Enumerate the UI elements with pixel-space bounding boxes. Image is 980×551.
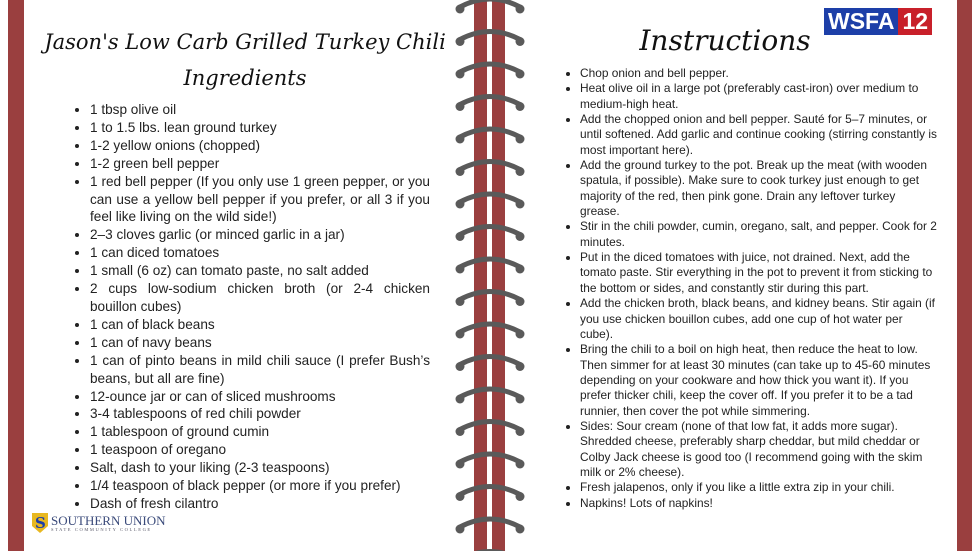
binding-ring	[460, 259, 520, 267]
wsfa-logo-number: 12	[898, 8, 932, 35]
ring-hole	[456, 492, 465, 501]
list-item: • 1 tbsp olive oil	[90, 101, 430, 119]
binding-ring	[460, 389, 520, 397]
binding-ring	[460, 454, 520, 462]
list-item: • Sides: Sour cream (none of that low fat, it adds more sugar). Shredded cheese, preferably sharp cheddar, but mild cheddar or Colby Jack cheese is good too (I recommend going with the skim milk or 2% cheese).	[580, 419, 938, 480]
wsfa-logo-text: WSFA	[824, 8, 898, 35]
list-item: • 12-ounce jar or can of sliced mushrooms	[90, 388, 430, 406]
list-item: • Heat olive oil in a large pot (preferably cast-iron) over medium to medium-high heat.	[580, 81, 938, 112]
ring-hole	[456, 70, 465, 79]
ring-hole	[456, 395, 465, 404]
ring-hole	[516, 395, 525, 404]
southern-union-shield-icon	[32, 513, 48, 533]
list-item: • Put in the diced tomatoes with juice, not drained. Next, add the tomato paste. Stir everything in the pot to prevent it from sticking to the bottom or sides, and constantly stir during this part.	[580, 250, 938, 296]
list-item: • Add the chopped onion and bell pepper. Sauté for 5–7 minutes, or until softened. Add garlic and continue cooking (stirring constantly is most important here).	[580, 112, 938, 158]
list-item: • Fresh jalapenos, only if you like a little extra zip in your chili.	[580, 480, 938, 495]
southern-union-subtitle: STATE COMMUNITY COLLEGE	[51, 527, 152, 532]
list-item: • 1 red bell pepper (If you only use 1 green pepper, or you can use a yellow bell pepper if you prefer, or all 3 if you feel like living on the wild side!)	[90, 173, 430, 227]
list-item: • 1 can of pinto beans in mild chili sauce (I prefer Bush’s beans, but all are fine)	[90, 352, 430, 388]
ring-hole	[516, 362, 525, 371]
binding-ring	[460, 194, 520, 202]
svg-text:S: S	[35, 514, 46, 532]
list-item: • 1 tablespoon of ground cumin	[90, 423, 430, 441]
list-item: • 1-2 yellow onions (chopped)	[90, 137, 430, 155]
ingredients-heading: Ingredients	[183, 66, 307, 90]
ring-hole	[516, 135, 525, 144]
ring-hole	[456, 232, 465, 241]
ring-hole	[456, 167, 465, 176]
binding-ring	[460, 64, 520, 72]
list-item: • Napkins! Lots of napkins!	[580, 496, 938, 511]
left-border	[8, 0, 24, 551]
binding-ring	[460, 324, 520, 332]
binding-ring	[460, 162, 520, 170]
list-item: • Chop onion and bell pepper.	[580, 66, 938, 81]
ring-hole	[516, 232, 525, 241]
list-item: • Bring the chili to a boil on high heat, then reduce the heat to low. Then simmer for at least 30 minutes (can take up to 45-60 minutes depending on your cookware and how thick you want it). If you prefer thicker chili, keep the cover off. If you prefer it to be a tad runnier, then cover the pot while simmering.	[580, 342, 938, 419]
ring-hole	[456, 330, 465, 339]
list-item: • 1 can of black beans	[90, 316, 430, 334]
list-item: • 1 to 1.5 lbs. lean ground turkey	[90, 119, 430, 137]
list-item: • 3-4 tablespoons of red chili powder	[90, 405, 430, 423]
ring-hole	[516, 167, 525, 176]
binding-ring	[460, 519, 520, 527]
ring-hole	[456, 200, 465, 209]
instructions-heading: Instructions	[639, 24, 811, 57]
ring-hole	[516, 37, 525, 46]
binding-ring	[460, 422, 520, 430]
southern-union-logo	[32, 513, 165, 533]
ring-hole	[516, 460, 525, 469]
ring-hole	[516, 492, 525, 501]
binding-ring	[460, 0, 520, 7]
binding-ring	[460, 487, 520, 495]
ring-hole	[516, 330, 525, 339]
binding-ring	[460, 227, 520, 235]
ring-hole	[456, 135, 465, 144]
binding-ring	[460, 97, 520, 105]
ring-hole	[516, 200, 525, 209]
right-border	[957, 0, 972, 551]
ring-hole	[456, 102, 465, 111]
ring-hole	[456, 265, 465, 274]
ring-hole	[456, 427, 465, 436]
list-item: • 1 teaspoon of oregano	[90, 441, 430, 459]
instructions-list	[566, 66, 938, 511]
binding-ring	[460, 129, 520, 137]
ring-hole	[516, 297, 525, 306]
ring-hole	[516, 525, 525, 534]
list-item: • 2–3 cloves garlic (or minced garlic in a jar)	[90, 226, 430, 244]
list-item: • 1-2 green bell pepper	[90, 155, 430, 173]
ring-hole	[516, 265, 525, 274]
list-item: • 1 small (6 oz) can tomato paste, no salt added	[90, 262, 430, 280]
list-item: • Add the ground turkey to the pot. Break up the meat (with wooden spatula, if possible). Make sure to cook turkey just enough to get majority of the red, then pink gone. Drain any leftover turkey grease.	[580, 158, 938, 219]
list-item: • Add the chicken broth, black beans, and kidney beans. Stir again (if you use chicken bouillon cubes, add one cup of hot water per cube).	[580, 296, 938, 342]
ring-hole	[456, 297, 465, 306]
ring-hole	[456, 362, 465, 371]
list-item: • 1/4 teaspoon of black pepper (or more if you prefer)	[90, 477, 430, 495]
ring-hole	[516, 102, 525, 111]
ring-hole	[516, 427, 525, 436]
ring-hole	[516, 70, 525, 79]
list-item: • Salt, dash to your liking (2-3 teaspoons)	[90, 459, 430, 477]
binding-ring	[460, 32, 520, 40]
ring-hole	[456, 5, 465, 14]
recipe-title: Jason's Low Carb Grilled Turkey Chili	[44, 30, 446, 54]
ingredients-list	[76, 101, 430, 513]
list-item: • 2 cups low-sodium chicken broth (or 2-4 chicken bouillon cubes)	[90, 280, 430, 316]
list-item: • Stir in the chili powder, cumin, oregano, salt, and pepper. Cook for 2 minutes.	[580, 219, 938, 250]
ring-hole	[456, 37, 465, 46]
ring-hole	[516, 5, 525, 14]
southern-union-name: SOUTHERN UNION	[51, 513, 166, 528]
list-item: • 1 can of navy beans	[90, 334, 430, 352]
binding-ring	[460, 357, 520, 365]
list-item: • 1 can diced tomatoes	[90, 244, 430, 262]
ring-hole	[456, 460, 465, 469]
list-item: • Dash of fresh cilantro	[90, 495, 430, 513]
binding-ring	[460, 292, 520, 300]
wsfa-logo	[824, 8, 932, 35]
spiral-binding	[452, 0, 528, 551]
ring-hole	[456, 525, 465, 534]
